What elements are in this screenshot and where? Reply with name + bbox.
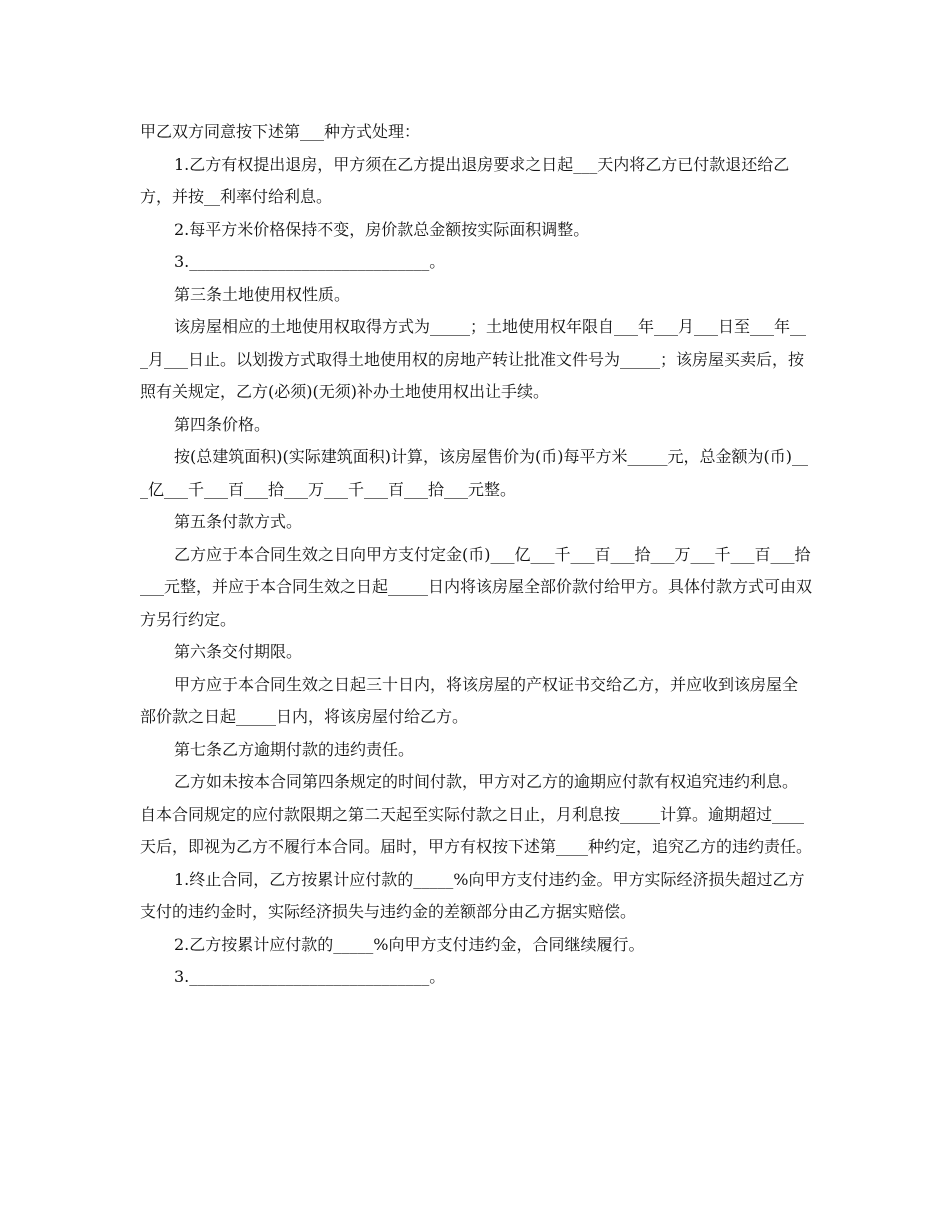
- clause-3-body: 该房屋相应的土地使用权取得方式为_____；土地使用权年限自___年___月___日至___年___月___日止。以划拨方式取得土地使用权的房地产转让批准文件号为_____；该房屋买卖后，按照有关规定，乙方(必须)(无须)补办土地使用权出让手续。: [140, 317, 807, 401]
- paragraph-option-1-refund: 1.乙方有权提出退房，甲方须在乙方提出退房要求之日起___天内将乙方已付款退还给乙方，并按__利率付给利息。: [140, 154, 790, 206]
- clause-4-body: 按(总建筑面积)(实际建筑面积)计算，该房屋售价为(币)每平方米_____元，总金额为(币)___亿___千___百___拾___万___千___百___拾___元整。: [140, 447, 808, 499]
- clause-6-body: 甲方应于本合同生效之日起三十日内，将该房屋的产权证书交给乙方，并应收到该房屋全部价款之日起_____日内，将该房屋付给乙方。: [140, 674, 799, 726]
- clause-7-option-2: 2.乙方按累计应付款的_____%向甲方支付违约金，合同继续履行。: [174, 934, 645, 954]
- clause-5-body: 乙方应于本合同生效之日向甲方支付定金(币)___亿___千___百___拾___万___千___百___拾___元整，并应于本合同生效之日起_____日内将该房屋全部价款付给甲方。具体付款方式可由双方另行约定。: [140, 544, 813, 629]
- paragraph-option-3-blank: 3.______________________________。: [174, 252, 446, 271]
- clause-3-heading: 第三条土地使用权性质。: [174, 284, 351, 304]
- clause-4-heading: 第四条价格。: [174, 414, 271, 434]
- clause-7-heading: 第七条乙方逾期付款的违约责任。: [174, 739, 415, 759]
- clause-7-option-1: 1.终止合同，乙方按累计应付款的_____%向甲方支付违约金。甲方实际经济损失超过乙方支付的违约金时，实际经济损失与违约金的差额部分由乙方据实赔偿。: [140, 869, 805, 921]
- clause-7-option-3: 3.______________________________。: [174, 967, 446, 986]
- clause-6-heading: 第六条交付期限。: [174, 642, 303, 661]
- clause-5-heading: 第五条付款方式。: [174, 512, 303, 531]
- clause-7-body: 乙方如未按本合同第四条规定的时间付款，甲方对乙方的逾期应付款有权追究违约利息。自本合同规定的应付款限期之第二天起至实际付款之日止，月利息按_____计算。逾期超过____天后，即视为乙方不履行本合同。届时，甲方有权按下述第____种约定，追究乙方的违约责任。: [140, 772, 813, 856]
- paragraph-option-2-adjust: 2.每平方米价格保持不变，房价款总金额按实际面积调整。: [174, 219, 590, 239]
- paragraph-handling-method: 甲乙双方同意按下述第___种方式处理：: [140, 122, 421, 141]
- contract-text: [140, 116, 812, 994]
